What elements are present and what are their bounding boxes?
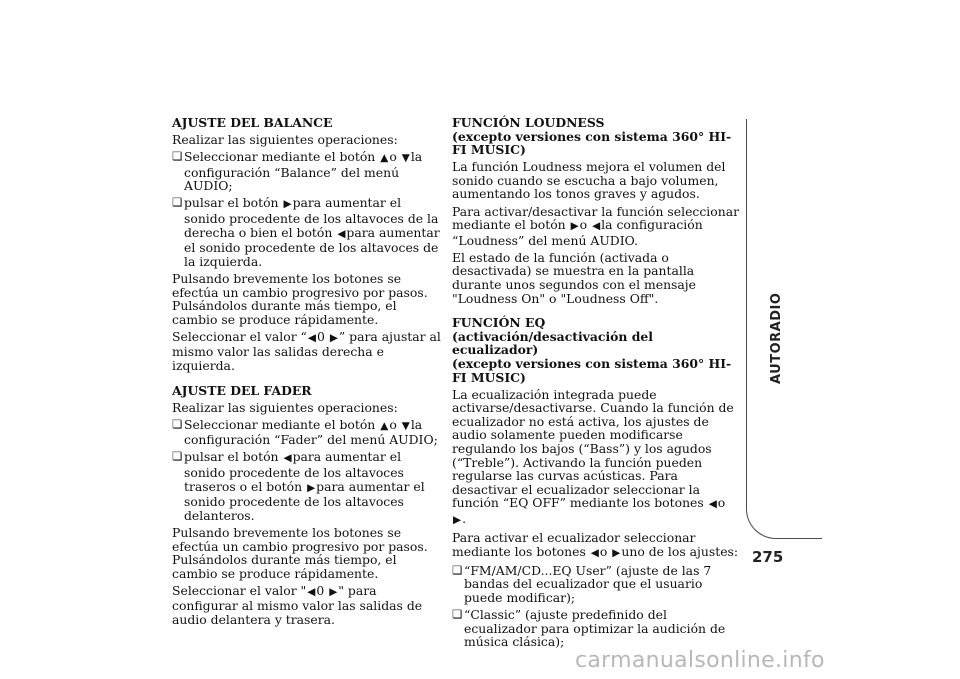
left-arrow-icon: ◀ [337,227,346,240]
down-arrow-icon: ▼ [401,152,410,165]
left-arrow-icon: ◀ [590,546,599,559]
eq-subheading-2: (excepto versiones con sistema 360° HI-FI MUSIC) [452,356,732,385]
balance-intro: Realizar las siguientes operaciones: [172,132,398,148]
balance-paragraph-1: Pulsando brevemente los botones se efectúa un cambio progresivo por pasos. Pulsándolos durante más tiempo, el cambio se produce rápidamente. [172,270,428,327]
left-arrow-icon: ◀ [283,452,292,465]
fader-paragraph-2: Seleccionar el valor "◀0 ▶" para configurar al mismo valor las salidas de audio delantera y trasera. [172,582,423,627]
balance-paragraph-2: Seleccionar el valor “◀0 ▶” para ajustar al mismo valor las salidas derecha e izquierda. [172,328,441,373]
down-arrow-icon: ▼ [401,419,410,432]
fader-paragraph-1: Pulsando brevemente los botones se efectúa un cambio progresivo por pasos. Pulsándolos durante más tiempo, el cambio se produce rápidamente. [172,524,428,581]
loudness-paragraph-1: La función Loudness mejora el volumen del sonido cuando se escucha a bajo volumen, aumentando los tonos graves y agudos. [452,159,726,202]
eq-subheading-1: (activación/desactivación del ecualizador) [452,328,653,358]
page-number: 275 [752,548,784,566]
left-column [172,116,444,630]
right-column [452,116,740,652]
left-arrow-icon: ◀ [307,331,316,344]
section-heading-loudness: FUNCIÓN LOUDNESS [452,115,605,130]
section-heading-balance: AJUSTE DEL BALANCE [172,115,333,130]
balance-bullet-2: ❏ pulsar el botón ▶para aumentar el sonido procedente de los altavoces de la derecha o bien el botón ◀para aumentar el sonido procedente de los altavoces de la izquierda. [172,196,444,268]
section-heading-fader: AJUSTE DEL FADER [172,382,312,398]
left-arrow-icon: ◀ [592,220,601,233]
left-arrow-icon: ◀ [307,585,316,598]
eq-paragraph-1: La ecualización integrada puede activarse/desactivarse. Cuando la función de ecualizador no está activa, los ajustes de audio solamente pueden modificarse regulando los bajos (“Bass”) y los agudos (“Treble”). Activando la función pueden regularse las curvas acústicas. Para desactivar el ecualizador seleccionar la función “EQ OFF” mediante los botones ◀o ▶. [452,386,734,527]
left-arrow-icon: ◀ [708,498,717,511]
fader-bullet-2: ❏ pulsar el botón ◀para aumentar el sonido procedente de los altavoces traseros o el botón ▶para aumentar el sonido procedente de los altavoces delanteros. [172,450,444,522]
right-arrow-icon: ▶ [612,546,621,559]
eq-bullet-1: ❏ “FM/AM/CD...EQ User” (ajuste de las 7 bandas del ecualizador que el usuario puede modificar); [452,564,740,605]
up-arrow-icon: ▲ [380,419,389,432]
loudness-paragraph-2: Para activar/desactivar la función seleccionar mediante el botón ▶o ◀la configuración “Loudness” del menú AUDIO. [452,203,740,248]
eq-paragraph-2: Para activar el ecualizador seleccionar mediante los botones ◀o ▶uno de los ajustes: [452,530,739,559]
eq-bullet-2: ❏ “Classic” (ajuste predefinido del ecualizador para optimizar la audición de música clásica); [452,608,740,649]
loudness-paragraph-3: El estado de la función (activada o desactivada) se muestra en la pantalla durante unos segundos con el mensaje "Loudness On" o "Loudness Off". [452,249,696,306]
balance-bullet-1: ❏ Seleccionar mediante el botón ▲o ▼la configuración “Balance” del menú AUDIO; [172,150,444,193]
right-arrow-icon: ▶ [453,514,462,527]
right-arrow-icon: ▶ [329,585,338,598]
section-heading-eq: FUNCIÓN EQ [452,315,546,331]
right-arrow-icon: ▶ [570,220,579,233]
right-arrow-icon: ▶ [283,198,292,211]
loudness-subheading: (excepto versiones con sistema 360° HI-FI MUSIC) [452,128,732,158]
right-arrow-icon: ▶ [307,481,316,494]
section-tab-label: AUTORADIO [769,292,784,384]
right-arrow-icon: ▶ [329,331,338,344]
up-arrow-icon: ▲ [380,152,389,165]
watermark: carmanualsonline.info [575,648,825,673]
fader-intro: Realizar las siguientes operaciones: [172,399,398,415]
fader-bullet-1: ❏ Seleccionar mediante el botón ▲o ▼la configuración “Fader” del menú AUDIO; [172,418,444,447]
